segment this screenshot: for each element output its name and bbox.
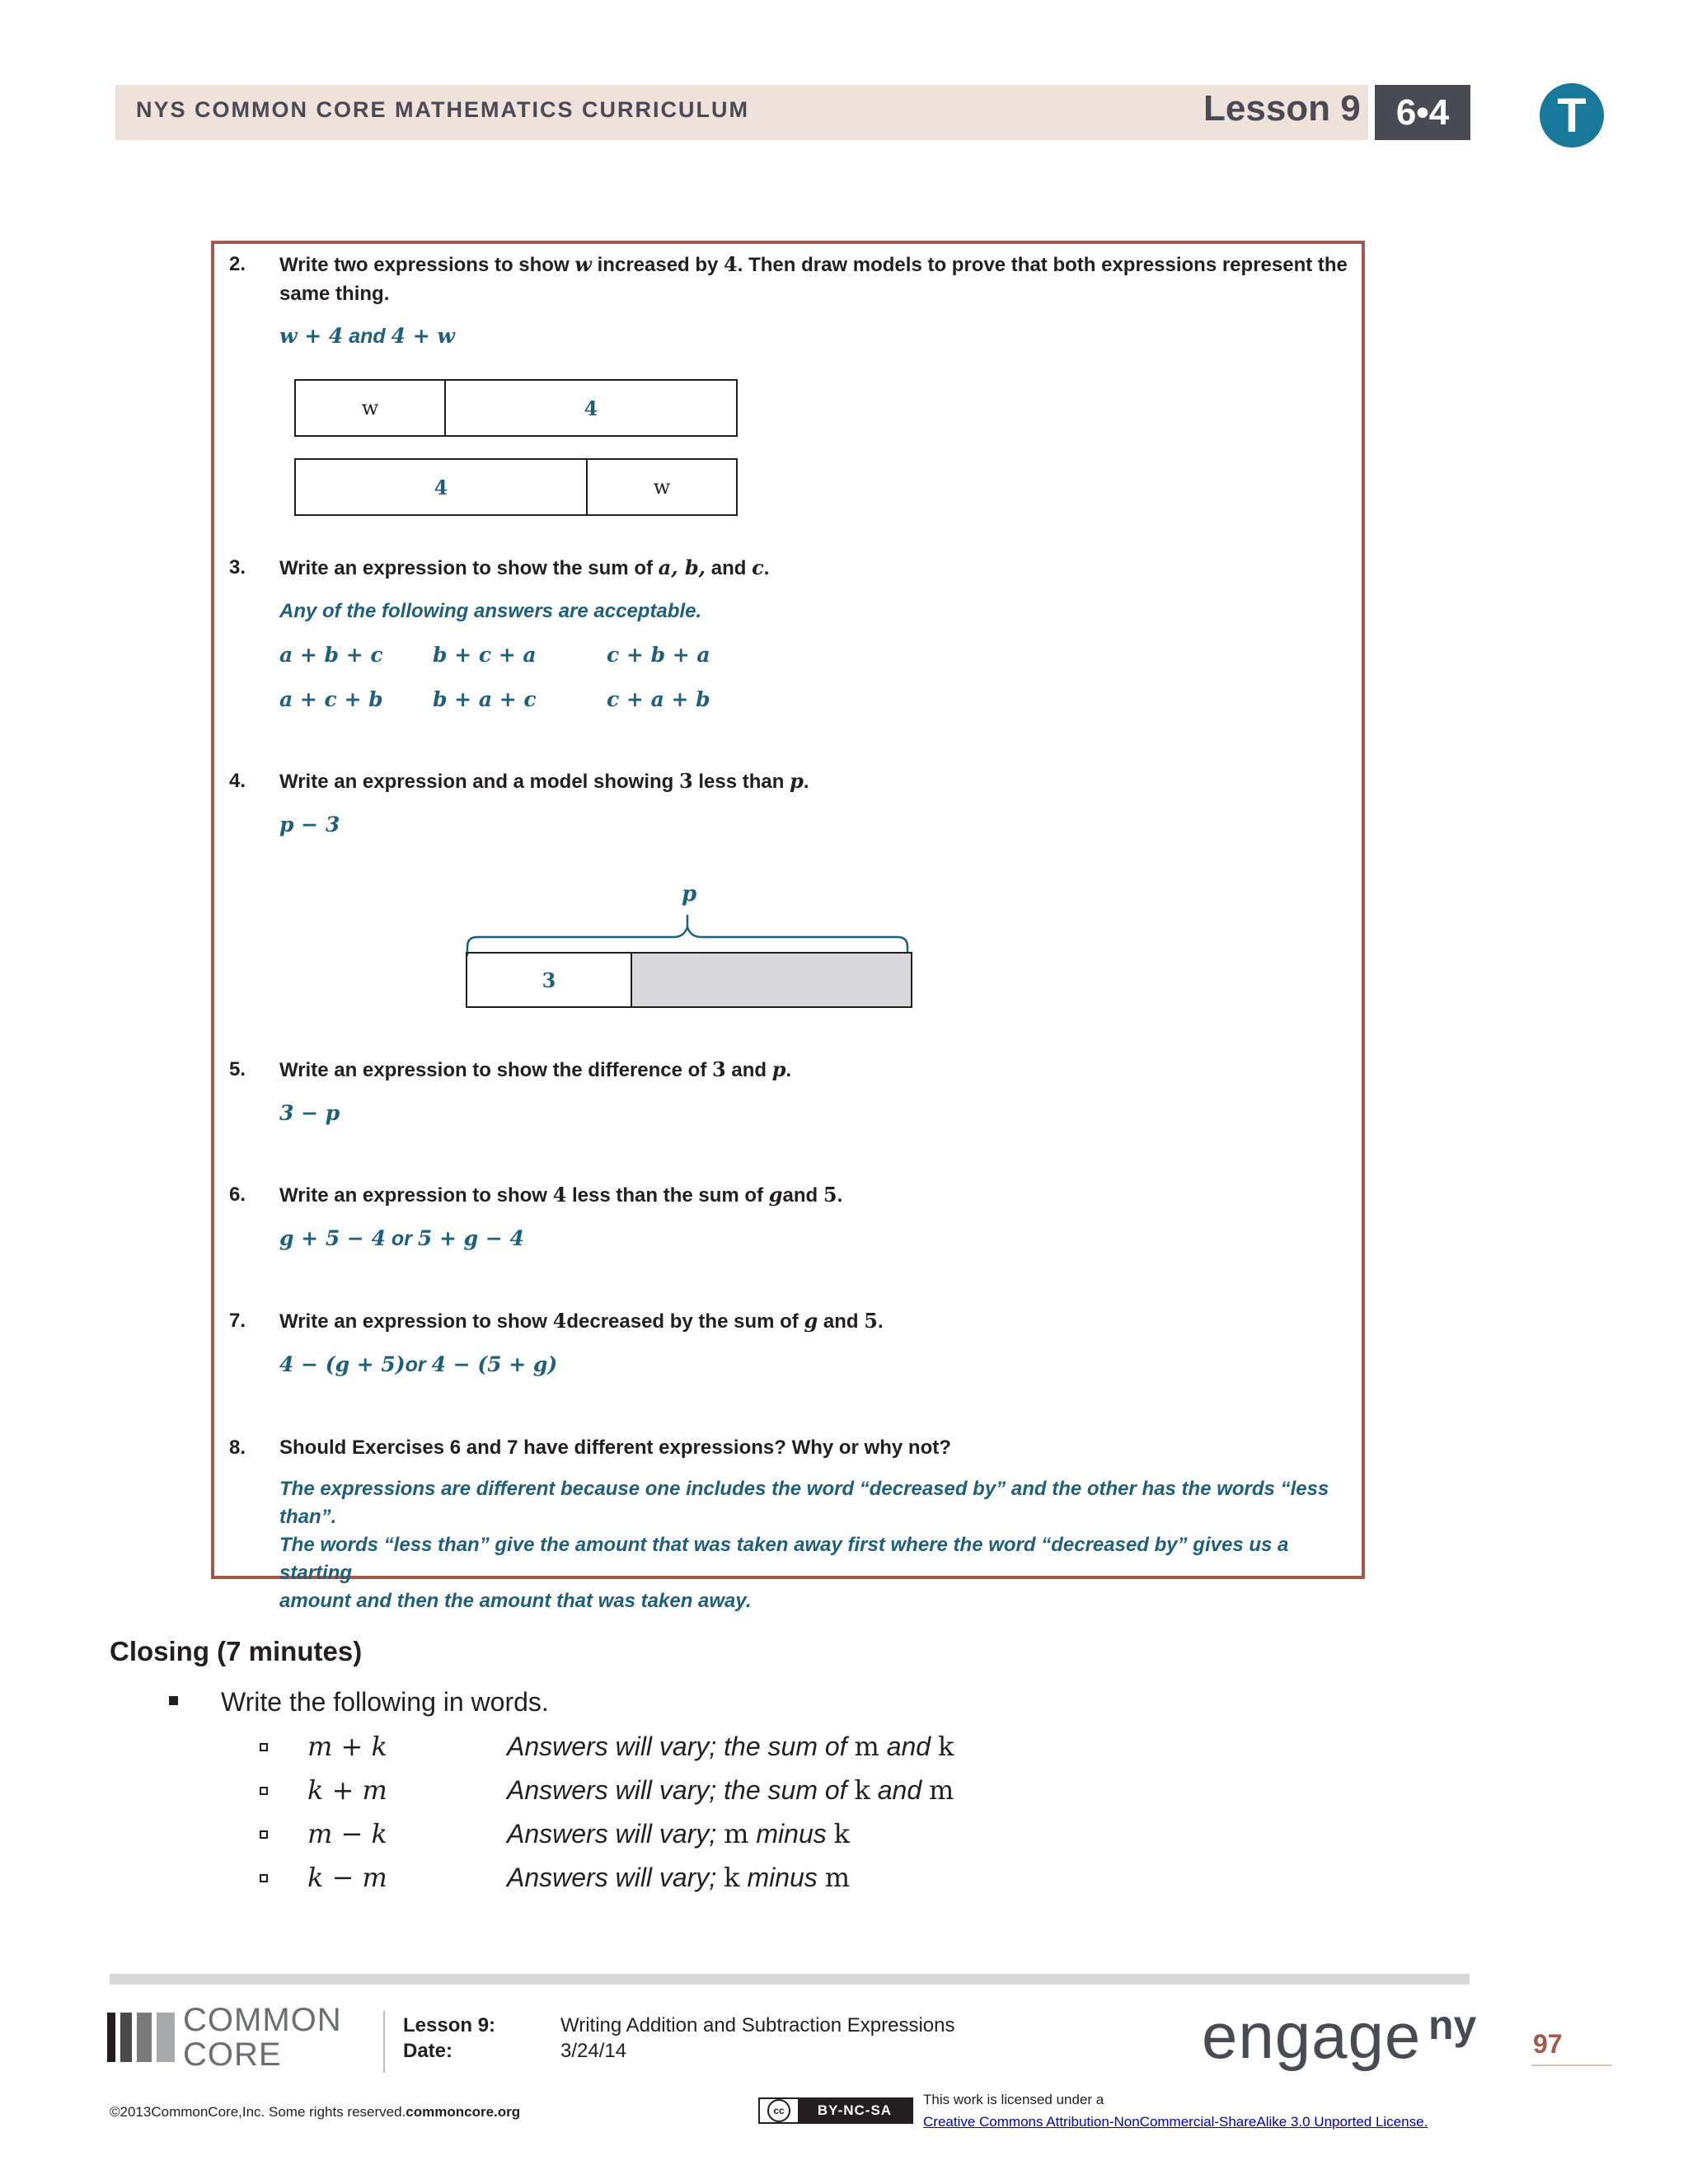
square-bullet-icon — [260, 1830, 268, 1839]
closing-desc-mid: and — [879, 1732, 938, 1761]
q4-prompt-text: less than — [692, 771, 790, 793]
closing-desc-var: m — [854, 1731, 879, 1762]
q2-answer — [279, 324, 455, 349]
q8-answer — [279, 1475, 1359, 1615]
closing-desc — [507, 1731, 954, 1762]
footer-date-label: Date: — [403, 2040, 453, 2062]
q7-answer-expr: 4 − (5 + g) — [431, 1352, 558, 1376]
q6-answer-expr: g + 5 − 4 — [279, 1226, 386, 1250]
closing-expr: k − m — [307, 1862, 387, 1893]
q4-var: p — [790, 769, 804, 793]
bullet-icon — [169, 1696, 178, 1705]
q3-answer: a + b + c — [279, 643, 383, 667]
footer-rule — [110, 1974, 1470, 1985]
q5-num: 3 — [712, 1057, 726, 1081]
license-badge-text: BY-NC-SA — [817, 2102, 893, 2118]
q3-prompt-text: . — [763, 557, 770, 579]
engageny-logo-sup: ny — [1428, 2002, 1477, 2048]
closing-desc — [507, 1862, 850, 1893]
q6-var: g — [768, 1183, 783, 1207]
q6-answer — [279, 1226, 524, 1251]
closing-desc-var: k — [724, 1862, 740, 1893]
q2-model1-w: w — [294, 379, 446, 437]
q8-answer-line: amount and then the amount that was taken away. — [279, 1590, 752, 1612]
closing-desc-var: k — [937, 1731, 954, 1762]
q2-answer-expr: 4 + w — [391, 324, 455, 348]
q4-prompt — [279, 766, 809, 796]
q5-prompt-text: and — [725, 1059, 772, 1081]
footer-lesson-label: Lesson 9: — [403, 2014, 496, 2036]
copyright-text: ©2013CommonCore,Inc. Some rights reserved. — [110, 2104, 406, 2120]
q7-prompt-text: Write an expression to show — [279, 1310, 553, 1333]
q5-var: p — [771, 1057, 786, 1081]
square-bullet-icon — [260, 1787, 268, 1795]
q5-number: 5. — [229, 1058, 246, 1080]
q2-answer-conj: and — [343, 325, 392, 348]
q2-var: w — [574, 252, 592, 276]
q8-answer-line: The expressions are different because one includes the word “decreased by” and the other has the words “less than”. — [279, 1478, 1329, 1528]
square-bullet-icon — [260, 1743, 268, 1751]
closing-expr: k + m — [307, 1774, 387, 1806]
q7-prompt-text: and — [818, 1310, 865, 1333]
q5-prompt — [279, 1055, 791, 1085]
footer-lesson-title: Writing Addition and Subtraction Expressions — [560, 2014, 955, 2036]
q7-var: g — [804, 1309, 818, 1333]
page-number: 97 — [1533, 2029, 1563, 2059]
copyright — [110, 2104, 520, 2121]
logo-line: COMMON — [183, 2002, 342, 2038]
q7-prompt-text: decreased by the sum of — [566, 1310, 804, 1333]
closing-expr: m + k — [307, 1731, 387, 1762]
closing-desc-lead: Answers will vary; the sum of — [507, 1775, 855, 1805]
q4-prompt-text: Write an expression and a model showing — [279, 771, 679, 793]
closing-heading: Closing (7 minutes) — [110, 1636, 363, 1666]
closing-desc-lead: Answers will vary; the sum of — [507, 1732, 855, 1761]
closing-expr: m − k — [307, 1818, 387, 1849]
q3-vars: a, b, — [658, 555, 706, 579]
q5-answer: 3 − p — [279, 1101, 340, 1125]
closing-desc-mid: minus — [748, 1819, 834, 1849]
q4-number: 4. — [229, 770, 246, 792]
q8-number: 8. — [229, 1436, 246, 1459]
q6-prompt-text: Write an expression to show — [279, 1184, 553, 1207]
q4-prompt-text: . — [803, 771, 809, 793]
q8-prompt: Should Exercises 6 and 7 have different expressions? Why or why not? — [279, 1436, 951, 1459]
q3-note: Any of the following answers are acceptable. — [279, 600, 702, 622]
q8-answer-line: The words “less than” give the amount that was taken away first where the word “decreased by” gives us a starting — [279, 1534, 1289, 1584]
q7-num: 4 — [552, 1309, 567, 1333]
q7-num: 5 — [864, 1309, 878, 1333]
cc-icon: cc — [767, 2099, 790, 2122]
closing-desc-lead: Answers will vary; — [507, 1863, 724, 1892]
q6-answer-expr: 5 + g − 4 — [417, 1226, 524, 1250]
engageny-logo: engage — [1202, 1999, 1422, 2072]
q2-prompt-text: same thing. — [279, 283, 390, 305]
license-link[interactable]: Creative Commons Attribution-NonCommercial-ShareAlike 3.0 Unported License. — [923, 2114, 1428, 2130]
q4-num: 3 — [679, 769, 693, 793]
q7-answer-expr: 4 − (g + 5) — [279, 1352, 406, 1376]
q6-prompt-text: less than the sum of — [566, 1184, 769, 1207]
q2-num: 4 — [724, 252, 738, 276]
q2-prompt-text: . Then draw models to prove that both expressions represent the — [737, 254, 1348, 276]
closing-desc-var: k — [833, 1818, 851, 1849]
q3-answer: c + b + a — [607, 643, 710, 667]
q3-var: c — [752, 555, 764, 579]
q2-model2-w: w — [586, 458, 738, 516]
page-number-rule — [1531, 2064, 1612, 2066]
closing-desc-var: m — [929, 1774, 954, 1806]
q7-prompt — [279, 1306, 884, 1336]
q6-num: 4 — [552, 1183, 567, 1207]
q2-number: 2. — [229, 253, 246, 275]
closing-desc-mid: minus — [739, 1863, 825, 1892]
exercise-box — [211, 241, 1365, 1579]
q2-model2-4: 4 — [294, 458, 588, 516]
q6-number: 6. — [229, 1183, 246, 1206]
closing-intro: Write the following in words. — [221, 1687, 549, 1717]
q3-answer: c + a + b — [607, 687, 710, 711]
q2-prompt-text: Write two expressions to show — [279, 254, 575, 276]
q7-answer — [279, 1352, 557, 1377]
q7-number: 7. — [229, 1310, 246, 1332]
closing-desc-var: m — [824, 1862, 851, 1893]
q6-answer-conj: or — [385, 1227, 418, 1250]
teacher-badge: T — [1540, 83, 1604, 148]
logo-line: CORE — [183, 2036, 282, 2073]
q2-prompt — [279, 250, 1351, 308]
closing-desc — [507, 1774, 954, 1806]
q3-prompt — [279, 553, 769, 583]
q4-answer: p − 3 — [279, 813, 340, 837]
common-core-logo-icon — [107, 2009, 175, 2065]
q7-prompt-text: . — [877, 1310, 884, 1333]
q3-prompt-text: and — [706, 557, 753, 579]
q2-answer-expr: w + 4 — [279, 324, 344, 348]
q3-number: 3. — [229, 556, 246, 579]
q6-num: 5 — [823, 1183, 837, 1207]
q4-model-remainder — [631, 952, 912, 1008]
closing-desc-lead: Answers will vary; — [507, 1819, 724, 1849]
q5-prompt-text: Write an expression to show the difference of — [279, 1059, 712, 1081]
closing-desc-var: m — [724, 1818, 749, 1849]
q3-answer: b + c + a — [433, 643, 537, 667]
q6-prompt-text: . — [837, 1184, 843, 1207]
license-text: This work is licensed under a — [923, 2092, 1104, 2107]
q3-answer: b + a + c — [433, 687, 537, 711]
q4-model-label: p — [682, 882, 697, 907]
footer-date: 3/24/14 — [560, 2040, 627, 2062]
footer-separator — [383, 2011, 385, 2073]
q2-model1-4: 4 — [444, 379, 738, 437]
closing-desc-mid: and — [870, 1775, 930, 1805]
closing-desc — [507, 1818, 850, 1849]
q3-answer: a + c + b — [279, 687, 383, 711]
q5-prompt-text: . — [785, 1059, 792, 1081]
curriculum-title: NYS COMMON CORE MATHEMATICS CURRICULUM — [136, 97, 749, 122]
copyright-site: commoncore.org — [406, 2104, 521, 2120]
q4-model-part-3: 3 — [466, 952, 632, 1008]
q6-prompt-text: and — [782, 1184, 823, 1207]
module-badge: 6•4 — [1375, 85, 1470, 140]
closing-desc-var: k — [854, 1774, 870, 1806]
common-core-logo-text — [183, 2003, 342, 2072]
q6-prompt — [279, 1180, 842, 1210]
q7-answer-conj: or — [405, 1353, 432, 1376]
q2-prompt-text: increased by — [591, 254, 724, 276]
cc-license-badge — [758, 2097, 913, 2124]
square-bullet-icon — [260, 1874, 268, 1882]
q3-prompt-text: Write an expression to show the sum of — [279, 557, 659, 579]
lesson-label: Lesson 9 — [1203, 88, 1361, 129]
